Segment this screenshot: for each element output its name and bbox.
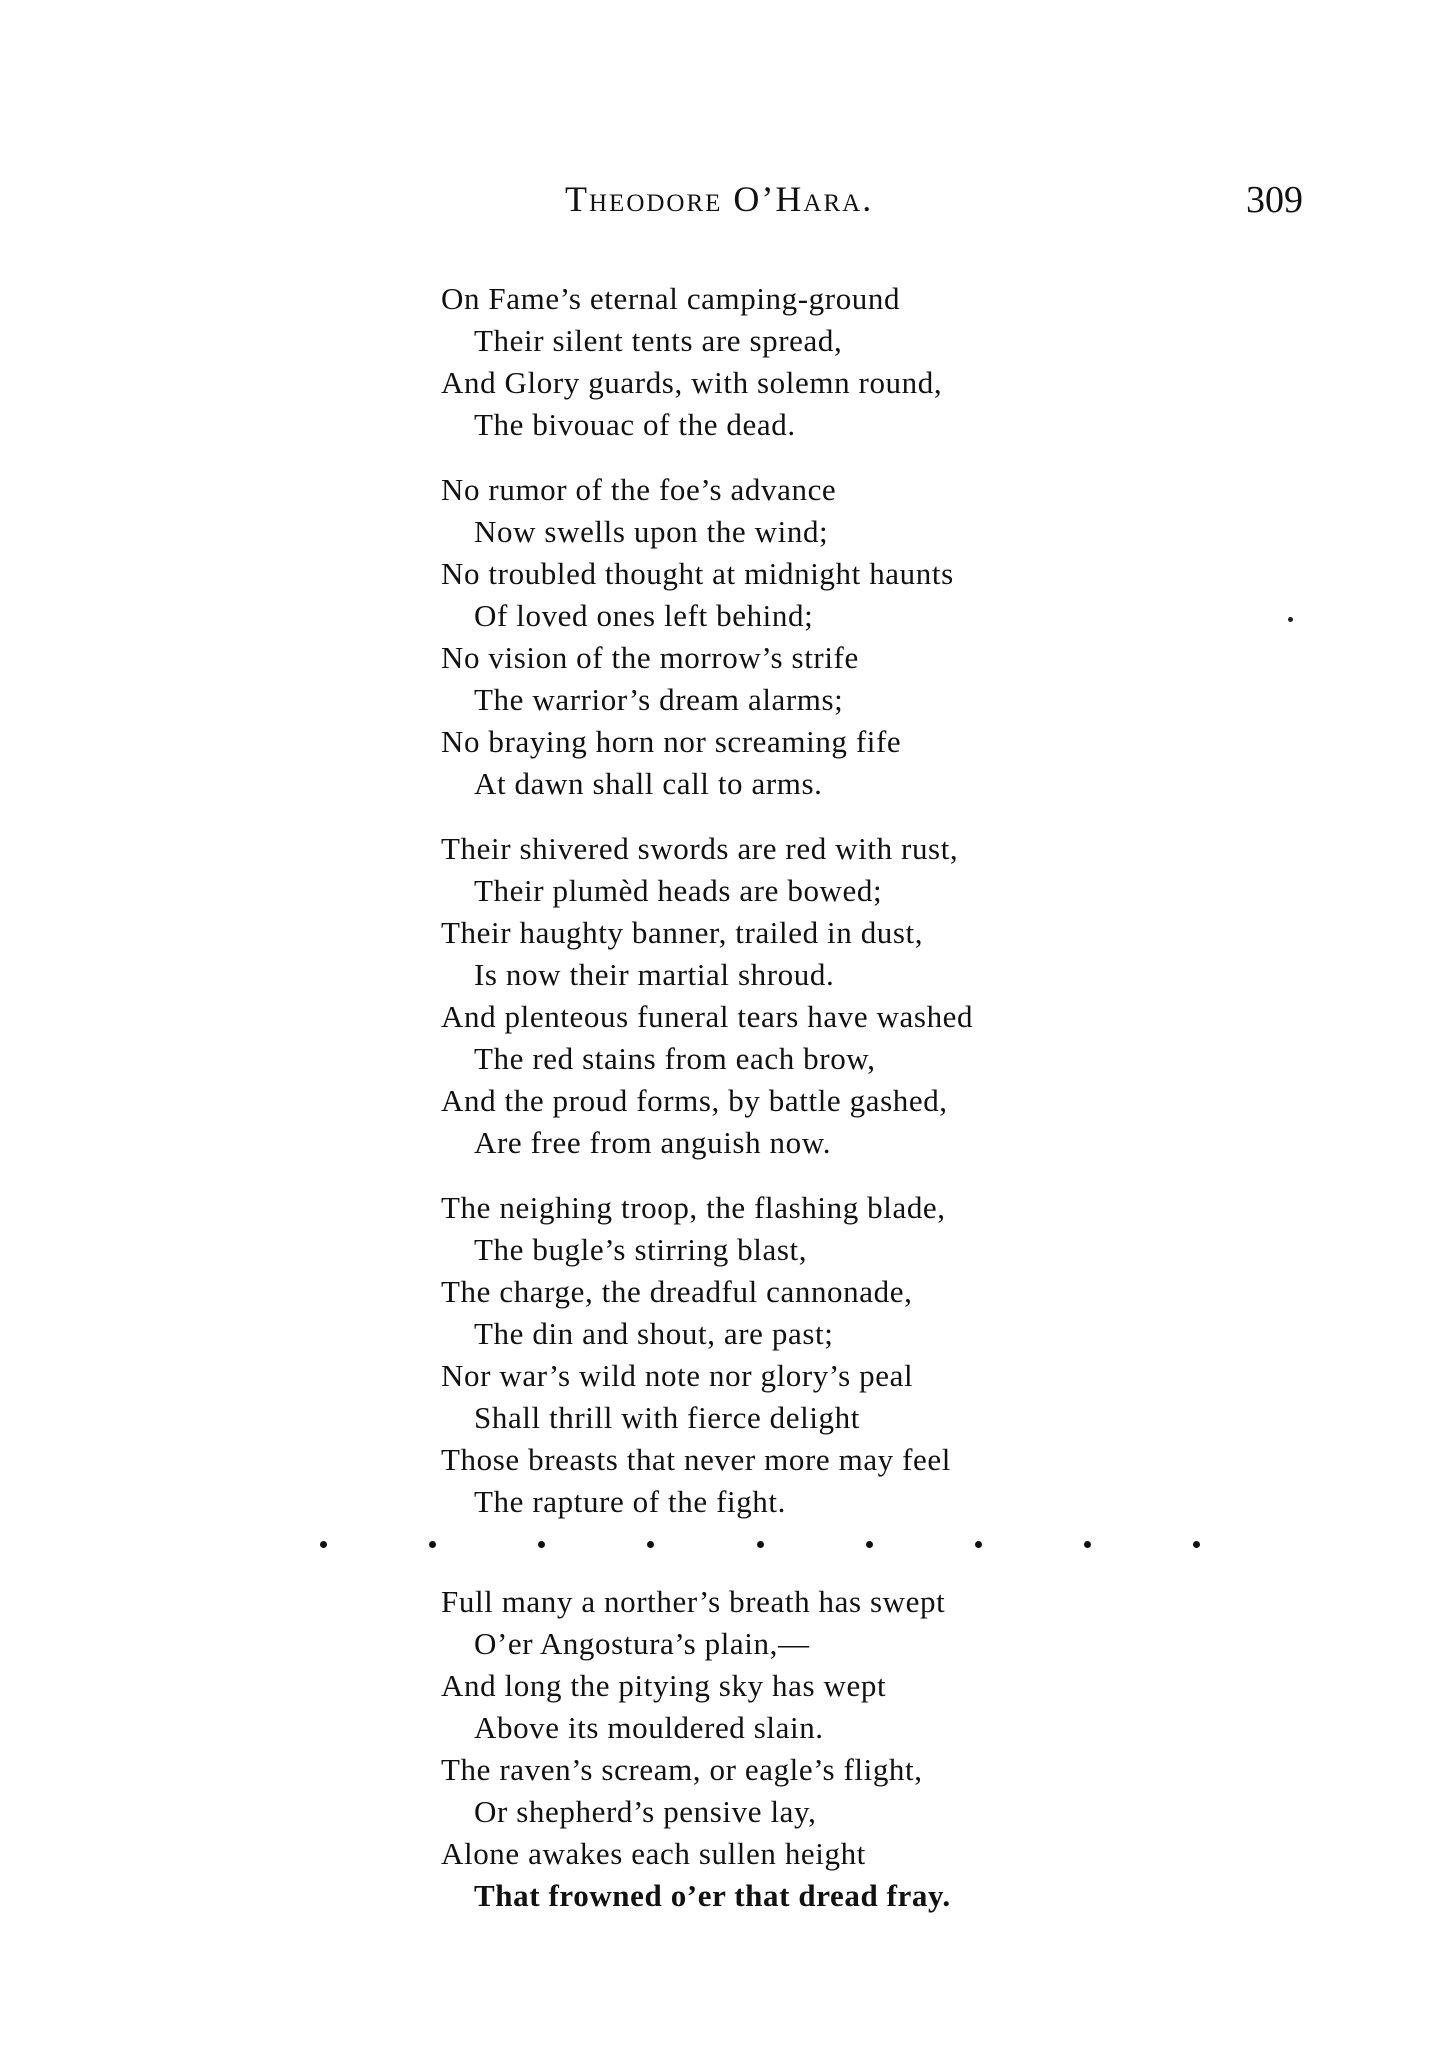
poem-line: The neighing troop, the flashing blade, (441, 1190, 946, 1225)
poem-line: Those breasts that never more may feel (441, 1442, 951, 1477)
stray-ink-mark (1288, 617, 1293, 622)
poem-line: No troubled thought at midnight haunts (441, 556, 954, 591)
omission-dot (647, 1541, 654, 1548)
poem-line: And long the pitying sky has wept (441, 1668, 887, 1703)
stanza-5 (441, 1581, 1141, 1917)
poem-line: Their haughty banner, trailed in dust, (441, 915, 924, 950)
poem-line: And plenteous funeral tears have washed (441, 999, 974, 1034)
omission-dot (429, 1541, 436, 1548)
running-title: Theodore O’Hara. (565, 179, 874, 219)
poem-line: O’er Angostura’s plain,— (474, 1626, 810, 1661)
poem-line: Full many a norther’s breath has swept (441, 1584, 946, 1619)
poem-line: Alone awakes each sullen height (441, 1836, 866, 1871)
poem-line: The bugle’s stirring blast, (474, 1232, 808, 1267)
poem-before-break (441, 278, 1141, 1546)
poem-line: Their shivered swords are red with rust, (441, 831, 959, 866)
omission-dot (975, 1541, 982, 1548)
omission-dot (538, 1541, 545, 1548)
poem-line: Is now their martial shroud. (474, 957, 835, 992)
poem-line: No braying horn nor screaming fife (441, 724, 902, 759)
stanza-2 (441, 469, 1141, 805)
stanza-4 (441, 1187, 1141, 1523)
poem-line: Above its mouldered slain. (474, 1710, 824, 1745)
poem-line: No rumor of the foe’s advance (441, 472, 837, 507)
poem-line: And Glory guards, with solemn round, (441, 365, 943, 400)
poem-line: On Fame’s eternal camping-ground (441, 281, 901, 316)
poem-line: Now swells upon the wind; (474, 514, 829, 549)
omission-dot (1084, 1541, 1091, 1548)
poem-line: And the proud forms, by battle gashed, (441, 1083, 948, 1118)
poem-line: The raven’s scream, or eagle’s flight, (441, 1752, 923, 1787)
poem-line: Or shepherd’s pensive lay, (474, 1794, 817, 1829)
poem-after-break (441, 1581, 1141, 1940)
poem-line: Their plumèd heads are bowed; (474, 873, 883, 908)
poem-line: Nor war’s wild note nor glory’s peal (441, 1358, 914, 1393)
poem-line: Are free from anguish now. (474, 1125, 832, 1160)
poem-line: The rapture of the fight. (474, 1484, 786, 1519)
omission-dots (320, 1541, 1200, 1561)
poem-line: The charge, the dreadful cannonade, (441, 1274, 913, 1309)
poem-line: The din and shout, are past; (474, 1316, 834, 1351)
poem-line: Shall thrill with fierce delight (474, 1400, 860, 1435)
poem-line: That frowned o’er that dread fray. (474, 1878, 951, 1913)
poem-line: The warrior’s dream alarms; (474, 682, 844, 717)
poem-line: Their silent tents are spread, (474, 323, 843, 358)
omission-dot (866, 1541, 873, 1548)
stanza-3 (441, 828, 1141, 1164)
page-number: 309 (1246, 179, 1303, 221)
poem-line: The red stains from each brow, (474, 1041, 876, 1076)
omission-dot (320, 1541, 327, 1548)
omission-dot (757, 1541, 764, 1548)
poem-line: Of loved ones left behind; (474, 598, 814, 633)
stanza-1 (441, 278, 1141, 446)
poem-line: The bivouac of the dead. (474, 407, 796, 442)
poem-line: No vision of the morrow’s strife (441, 640, 859, 675)
page-header (0, 178, 1437, 228)
poem-line: At dawn shall call to arms. (474, 766, 823, 801)
omission-dot (1193, 1541, 1200, 1548)
